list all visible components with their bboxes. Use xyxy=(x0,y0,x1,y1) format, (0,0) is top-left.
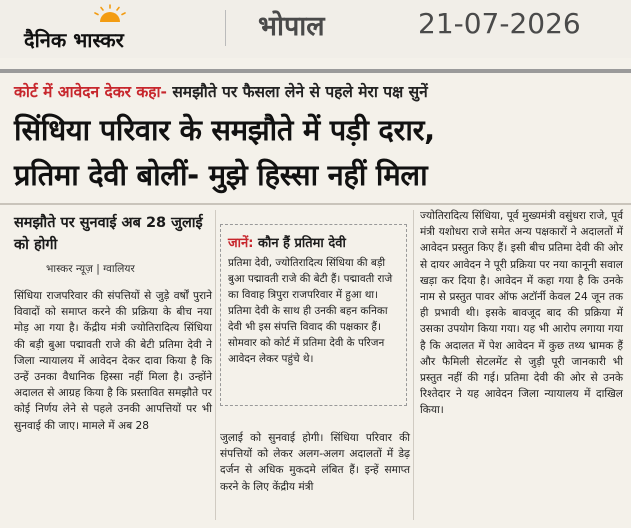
column-divider xyxy=(413,210,414,520)
column-divider xyxy=(215,210,216,520)
headline-line-1: सिंधिया परिवार के समझौते में पड़ी दरार, xyxy=(14,113,435,147)
article-column-3: ज्योतिरादित्य सिंधिया, पूर्व मुख्यमंत्री वसुंधरा राजे, पूर्व मंत्री यशोधरा राजे समेत अन्य पक्षकारों ने अदालतों में आवेदन प्रस्तुत किए हैं। इसी बीच प्रतिमा देवी की ओर से दायर आवेदन ने पूरी प्रक्रिया पर नया कानूनी सवाल खड़ा कर दिया है। आवेदन में कहा गया है कि उनके नाम से प्रस्तुत पावर ऑफ अटॉर्नी केवल 24 जून तक ही प्रभावी थी। इसके बावजूद बाद की प्रक्रिया में उसका उपयोग किया गया। यह भी आरोप लगाया गया है कि अदालत में पेश आवेदन में कुछ तथ्य भ्रामक हैं और फैमिली सेटलमेंट से जुड़ी पूरी जानकारी भी प्रस्तुत नहीं की गई। प्रतिमा देवी की ओर से उनके रिश्तेदार ने यह आवेदन जिला न्यायालय में दाखिल किया। xyxy=(420,210,623,417)
info-box-title-lead: जानें: xyxy=(228,236,254,251)
edition-date: 21-07-2026 xyxy=(418,7,581,40)
headline-line-2: प्रतिमा देवी बोलीं- मुझे हिस्सा नहीं मिला xyxy=(14,158,428,192)
headline-rule xyxy=(0,203,631,205)
article-column-2: जुलाई को सुनवाई होगी। सिंधिया परिवार की संपत्तियों को लेकर अलग-अलग अदालतों में डेढ़ दर्जन से अधिक मुकदमे लंबित हैं। इन्हें समाप्त करने के लिए केंद्रीय मंत्री xyxy=(220,432,410,493)
info-box-title-text: कौन हैं प्रतिमा देवी xyxy=(253,236,346,251)
edition-city: भोपाल xyxy=(258,11,325,42)
info-box-title xyxy=(228,233,346,251)
masthead xyxy=(0,0,631,58)
info-box-body: प्रतिमा देवी, ज्योतिरादित्य सिंधिया की बड़ी बुआ पद्मावती राजे की बेटी हैं। पद्मावती राजे का विवाह त्रिपुरा राजपरिवार में हुआ था। प्रतिमा देवी के साथ ही उनकी बहन कनिका देवी भी इस संपत्ति विवाद की पक्षकार हैं। सोमवार को कोर्ट में प्रतिमा देवी के परिजन आवेदन लेकर पहुंचे थे। xyxy=(228,257,393,365)
newspaper-logo xyxy=(24,4,214,54)
kicker xyxy=(14,80,428,102)
kicker-text: समझौते पर फैसला लेने से पहले मेरा पक्ष सुनें xyxy=(166,83,428,101)
sub-headline: समझौते पर सुनवाई अब 28 जुलाई को होगी xyxy=(14,215,203,253)
kicker-lead: कोर्ट में आवेदन देकर कहा- xyxy=(14,83,167,101)
sun-logo-icon xyxy=(92,4,128,22)
article-column-1: सिंधिया राजपरिवार की संपत्तियों से जुड़े वर्षों पुराने विवादों को समाप्त करने की प्रक्रिया के बीच नया मोड़ आ गया है। केंद्रीय मंत्री ज्योतिरादित्य सिंधिया की बड़ी बुआ पद्मावती राजे की बेटी प्रतिमा देवी ने जिला न्यायालय में आवेदन देकर दावा किया है कि उन्हें उनका वैधानिक हिस्सा नहीं मिला है। उन्होंने अदालत से आग्रह किया है कि प्रस्तावित समझौते पर कोई निर्णय लेने से पहले उनकी आपत्तियों पर भी सुनवाई की जाए। मामले में अब 28 xyxy=(14,290,212,432)
headline xyxy=(14,108,626,198)
byline: भास्कर न्यूज़ | ग्वालियर xyxy=(46,263,135,275)
masthead-divider xyxy=(225,10,226,46)
logo-text: दैनिक भास्कर xyxy=(24,28,124,52)
top-rule xyxy=(0,69,631,73)
